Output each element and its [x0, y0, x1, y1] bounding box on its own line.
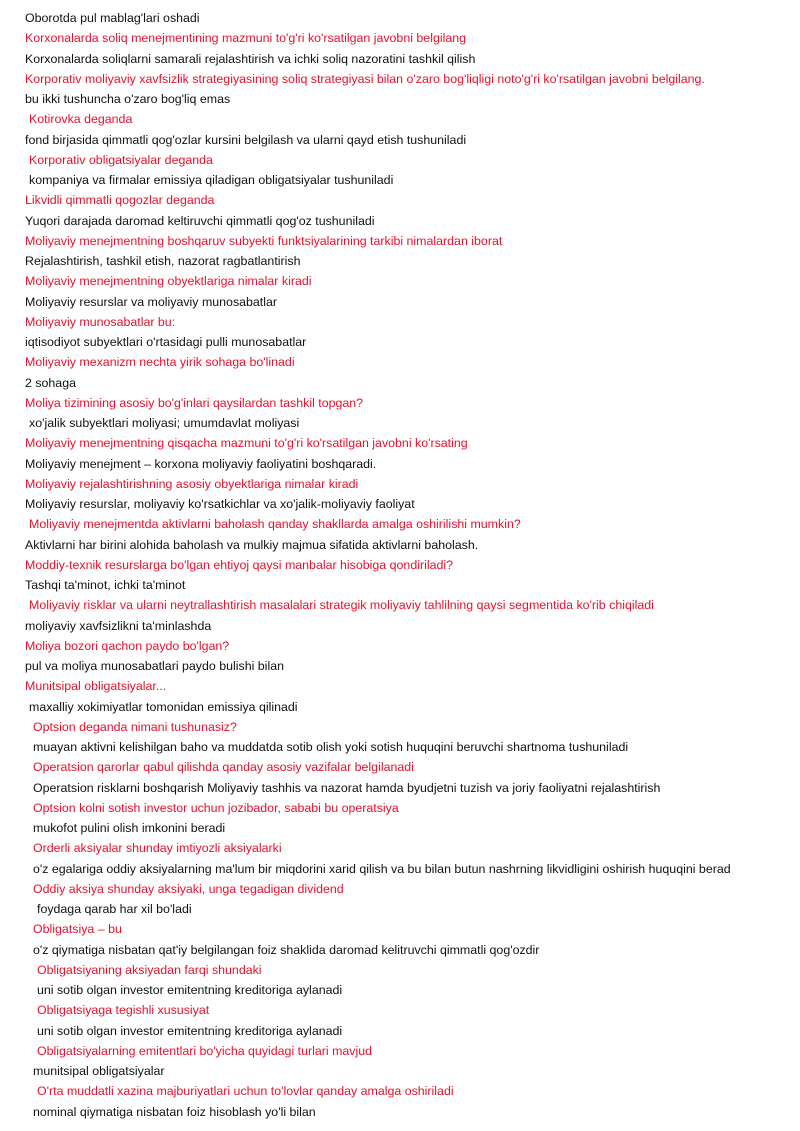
- answer-line: fond birjasida qimmatli qog'ozlar kursini belgilash va ularni qayd etish tushuniladi: [25, 132, 467, 147]
- question-line: Moliyaviy rejalashtirishning asosiy obyektlariga nimalar kiradi: [25, 476, 359, 491]
- question-line: Korporativ moliyaviy xavfsizlik strategiyasining soliq strategiyasi bilan o'zaro bog'liqligi noto'g'ri ko'rsatilgan javobni belgilang.: [25, 71, 705, 86]
- answer-line: moliyaviy xavfsizlikni ta'minlashda: [25, 618, 212, 633]
- question-line: Obligatsiya – bu: [33, 922, 122, 937]
- question-line: O'rta muddatli xazina majburiyatlari uchun to'lovlar qanday amalga oshiriladi: [37, 1084, 454, 1099]
- question-line: Moliya bozori qachon paydo bo'lgan?: [25, 638, 230, 653]
- answer-line: o'z qiymatiga nisbatan qat'iy belgilangan foiz shaklida daromad kelitruvchi qimmatli qog'ozdir: [33, 942, 540, 957]
- question-line: Moliyaviy mexanizm nechta yirik sohaga bo'linadi: [25, 355, 295, 370]
- answer-line: Aktivlarni har birini alohida baholash va mulkiy majmua sifatida aktivlarni baholash.: [25, 537, 479, 552]
- question-line: Moliyaviy menejmentning obyektlariga nimalar kiradi: [25, 274, 312, 289]
- answer-line: Moliyaviy resurslar va moliyaviy munosabatlar: [25, 294, 278, 309]
- answer-line: bu ikki tushuncha o'zaro bog'liq emas: [25, 92, 231, 106]
- question-line: Kotirovka deganda: [29, 112, 133, 127]
- question-line: Obligatsiyaga tegishli xususiyat: [37, 1003, 210, 1018]
- answer-line: uni sotib olgan investor emitentning kreditoriga aylanadi: [37, 983, 343, 997]
- answer-line: muayan aktivni kelishilgan baho va muddatda sotib olish yoki sotish huquqini beruvchi shartnoma tushuniladi: [33, 740, 629, 754]
- answer-line: Rejalashtirish, tashkil etish, nazorat ragbatlantirish: [25, 254, 301, 268]
- question-line: Operatsion qarorlar qabul qilishda qanday asosiy vazifalar belgilanadi: [33, 760, 414, 775]
- answer-line: Korxonalarda soliqlarni samarali rejalashtirish va ichki soliq nazoratini tashkil qilish: [25, 51, 476, 66]
- answer-line: Tashqi ta'minot, ichki ta'minot: [25, 578, 186, 592]
- question-line: Moliya tizimining asosiy bo'g'inlari qaysilardan tashkil topgan?: [25, 395, 364, 410]
- question-line: Moliyaviy menejmentning boshqaruv subyekti funktsiyalarining tarkibi nimalardan iborat: [25, 233, 503, 248]
- answer-line: 2 sohaga: [25, 375, 76, 390]
- answer-line: nominal qiymatiga nisbatan foiz hisoblash yo'li bilan: [33, 1104, 316, 1119]
- answer-line: Yuqori darajada daromad keltiruvchi qimmatli qog'oz tushuniladi: [25, 213, 375, 228]
- answer-line: Moliyaviy resurslar, moliyaviy ko'rsatkichlar va xo'jalik-moliyaviy faoliyat: [25, 497, 415, 511]
- answer-line: Oborotda pul mablag'lari oshadi: [25, 11, 200, 25]
- answer-line: munitsipal obligatsiyalar: [33, 1064, 165, 1078]
- question-line: Moliyaviy risklar va ularni neytrallashtirish masalalari strategik moliyaviy tahlilning qaysi segmentida ko'rib chiqiladi: [29, 598, 654, 613]
- answer-line: xo'jalik subyektlari moliyasi; umumdavlat moliyasi: [29, 416, 300, 430]
- answer-line: foydaga qarab har xil bo'ladi: [37, 902, 192, 916]
- answer-line: Operatsion risklarni boshqarish Moliyaviy tashhis va nazorat hamda byudjetni tuzish va joriy faoliyatni rejalashtirish: [33, 780, 661, 795]
- answer-line: iqtisodiyot subyektlari o'rtasidagi pulli munosabatlar: [25, 335, 307, 349]
- answer-line: mukofot pulini olish imkonini beradi: [33, 821, 226, 835]
- question-line: Obligatsiyalarning emitentlari bo'yicha quyidagi turlari mavjud: [37, 1043, 373, 1058]
- answer-line: Moliyaviy menejment – korxona moliyaviy faoliyatini boshqaradi.: [25, 456, 377, 471]
- question-line: Moddiy-texnik resurslarga bo'lgan ehtiyoj qaysi manbalar hisobiga qondiriladi?: [25, 557, 454, 572]
- question-line: Oddiy aksiya shunday aksiyaki, unga tegadigan dividend: [33, 881, 344, 896]
- question-line: Korporativ obligatsiyalar deganda: [29, 152, 213, 167]
- question-line: Moliyaviy munosabatlar bu:: [25, 314, 176, 329]
- answer-line: uni sotib olgan investor emitentning kreditoriga aylanadi: [37, 1023, 343, 1038]
- question-line: Munitsipal obligatsiyalar...: [25, 679, 167, 694]
- question-line: Korxonalarda soliq menejmentining mazmuni to'g'ri ko'rsatilgan javobni belgilang: [25, 31, 467, 46]
- question-line: Obligatsiyaning aksiyadan farqi shundaki: [37, 962, 262, 977]
- answer-line: maxalliy xokimiyatlar tomonidan emissiya qilinadi: [29, 699, 298, 714]
- question-line: Optsion deganda nimani tushunasiz?: [33, 719, 237, 734]
- question-line: Optsion kolni sotish investor uchun jozibador, sababi bu operatsiya: [33, 800, 399, 815]
- question-line: Moliyaviy menejmentda aktivlarni baholash qanday shakllarda amalga oshirilishi mumkin?: [29, 517, 521, 532]
- question-line: Likvidli qimmatli qogozlar deganda: [25, 193, 215, 208]
- question-line: Moliyaviy menejmentning qisqacha mazmuni to'g'ri ko'rsatilgan javobni ko'rsating: [25, 436, 468, 451]
- question-line: Orderli aksiyalar shunday imtiyozli aksiyalarki: [33, 841, 282, 856]
- answer-line: pul va moliya munosabatlari paydo bulishi bilan: [25, 659, 284, 673]
- answer-line: kompaniya va firmalar emissiya qiladigan obligatsiyalar tushuniladi: [29, 173, 394, 187]
- answer-line: o'z egalariga oddiy aksiyalarning ma'lum bir miqdorini xarid qilish va bu bilan butun nashrning likvidligini oshirish huquqini berad: [33, 861, 731, 876]
